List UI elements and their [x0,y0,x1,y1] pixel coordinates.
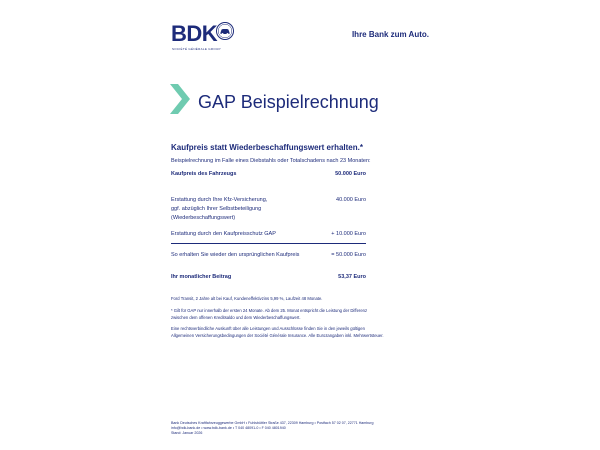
row-label-line: (Wiederbeschaffungswert) [171,215,236,221]
row-label: Erstattung durch den Kaufpreisschutz GAP [171,231,276,237]
footer-contact: info@bdk-bank.de • www.bdk-bank.de • T 040 48091-0 • F 040 4801940 [171,426,286,430]
footer-address: Bank Deutsches Kraftfahrzeuggewerbe GmbH • Fuhlsbüttler Straße 437, 22309 Hamburg • Postfach 57 02 07, 22771 Hamburg [171,421,374,425]
page-title: GAP Beispielrechnung [198,92,379,112]
row-label: Kaufpreis des Fahrzeugs [171,171,237,177]
row-value: + 10.000 Euro [331,231,366,237]
footnote-line: zwischen dem offenen Kreditsaldo und dem Wiederbeschaffungswert. [171,314,301,320]
section-heading: Kaufpreis statt Wiederbeschaffungswert erhalten.* [171,143,363,152]
row-label [171,196,267,223]
car-emblem-icon [215,21,235,41]
row-label-line: Erstattung durch Ihre Kfz-Versicherung, [171,197,268,203]
logo-subtext: SOCIÉTÉ GÉNÉRALE GROUP [172,47,221,51]
logo-text: BDK [171,21,218,46]
footer-date: Stand: Januar 2026 [171,431,203,435]
divider [171,243,366,244]
chevron-right-icon [170,84,190,114]
intro-text: Beispielrechnung im Falle eines Diebstahls oder Totalschadens nach 23 Monaten: [171,158,371,164]
row-label: So erhalten Sie wieder den ursprünglichen Kaufpreis [171,252,300,258]
footnote [171,308,367,321]
legal-line: Allgemeinen Versicherungsbedingungen der Société Générale Insurance. Alle Eurozangaben inkl. Mehrwertsteuer. [171,332,384,338]
row-value: 53,37 Euro [338,274,366,280]
example-note: Ford Transit, 2 Jahre alt bei Kauf, Kundeneffektivzins 5,99 %, Laufzeit 48 Monate. [171,296,323,301]
legal-line: Eine rechtsverbindliche Auskunft über alle Leistungen und Ausschlüsse finden Sie in den jeweils gültigen [171,326,365,331]
legal-note [171,326,384,339]
row-value: 50.000 Euro [335,171,366,177]
row-value: 40.000 Euro [336,197,366,203]
footnote-line: * Gilt für GAP nur innerhalb der ersten 24 Monate. Ab dem 25. Monat entspricht die Leistung der Differenz [171,308,368,313]
row-label-line: ggf. abzüglich Ihrer Selbstbeteiligung [171,206,262,212]
row-label: Ihr monatlicher Beitrag [171,274,232,280]
tagline: Ihre Bank zum Auto. [351,30,429,39]
bdk-logo [171,20,237,54]
row-value: = 50.000 Euro [331,252,366,258]
footer [171,421,373,436]
